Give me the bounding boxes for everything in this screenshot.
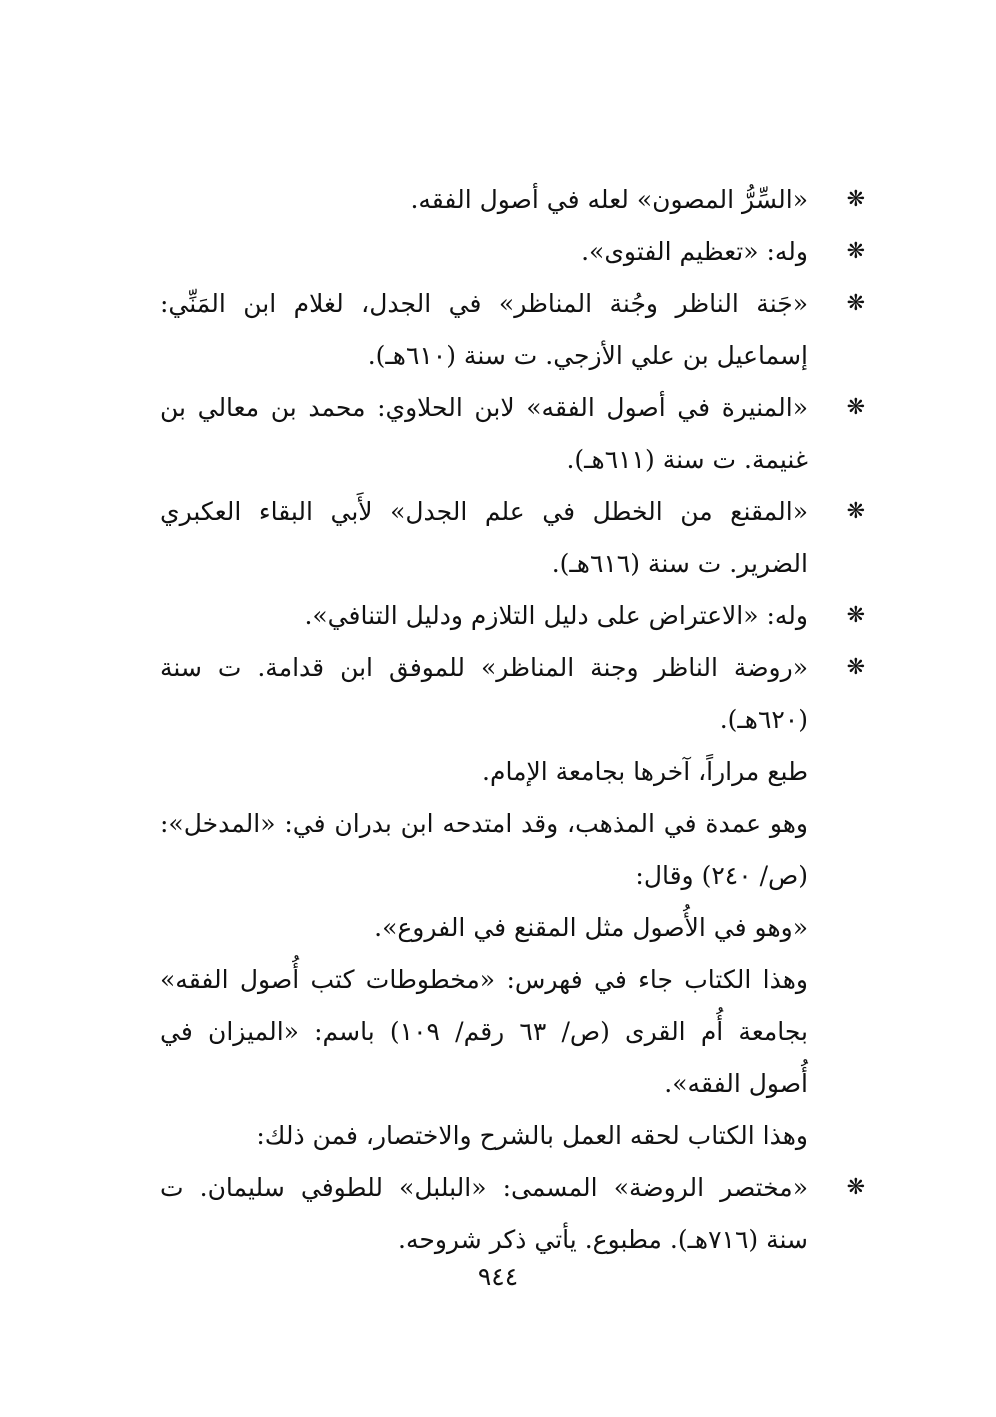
asterisk-bullet-icon: ❋ bbox=[846, 395, 865, 420]
item-text: وله: «الاعتراض على دليل التلازم ودليل التنافي». bbox=[304, 601, 808, 630]
item-text: «جَنة الناظر وجُنة المناظر» في الجدل، لغلام ابن المَنِّي: إسماعيل بن علي الأزجي. ت سنة (٦١٠هـ). bbox=[160, 289, 808, 370]
list-item bbox=[160, 278, 865, 382]
list-item bbox=[160, 486, 865, 590]
item-text: «روضة الناظر وجنة المناظر» للموفق ابن قدامة. ت سنة (٦٢٠هـ). bbox=[160, 653, 808, 734]
paragraph: وهو عمدة في المذهب، وقد امتدحه ابن بدران في: «المدخل»: (ص/ ٢٤٠) وقال: bbox=[160, 809, 808, 890]
list-item bbox=[160, 174, 865, 226]
list-item bbox=[160, 382, 865, 486]
asterisk-bullet-icon: ❋ bbox=[846, 239, 865, 264]
asterisk-bullet-icon: ❋ bbox=[846, 1175, 865, 1200]
item-text: «مختصر الروضة» المسمى: «البلبل» للطوفي سليمان. ت سنة (٧١٦هـ). مطبوع. يأتي ذكر شروحه. bbox=[160, 1173, 808, 1254]
item-text: «المنيرة في أصول الفقه» لابن الحلاوي: محمد بن معالي بن غنيمة. ت سنة (٦١١هـ). bbox=[160, 393, 808, 474]
quote-paragraph: «وهو في الأُصول مثل المقنع في الفروع». bbox=[374, 913, 808, 942]
item-text: «المقنع من الخطل في علم الجدل» لأَبي البقاء العكبري الضرير. ت سنة (٦١٦هـ). bbox=[160, 497, 808, 578]
page-number: ٩٤٤ bbox=[477, 1262, 519, 1291]
list-item bbox=[160, 642, 865, 746]
paragraph: وهذا الكتاب جاء في فهرس: «مخطوطات كتب أُصول الفقه» بجامعة أُم القرى (ص/ ٦٣ رقم/ ١٠٩) باسم: «الميزان في أُصول الفقه». bbox=[160, 965, 808, 1098]
asterisk-bullet-icon: ❋ bbox=[846, 291, 865, 316]
paragraph: وهذا الكتاب لحقه العمل بالشرح والاختصار، فمن ذلك: bbox=[256, 1121, 808, 1150]
asterisk-bullet-icon: ❋ bbox=[846, 655, 865, 680]
page-body bbox=[160, 174, 865, 1266]
asterisk-bullet-icon: ❋ bbox=[846, 603, 865, 628]
asterisk-bullet-icon: ❋ bbox=[846, 499, 865, 524]
list-item bbox=[160, 226, 865, 278]
paragraph: طبع مراراً، آخرها بجامعة الإمام. bbox=[482, 757, 808, 786]
list-item bbox=[160, 1162, 865, 1266]
list-item bbox=[160, 590, 865, 642]
item-text: «السِّرُّ المصون» لعله في أصول الفقه. bbox=[410, 185, 808, 214]
item-text: وله: «تعظيم الفتوى». bbox=[581, 237, 808, 266]
asterisk-bullet-icon: ❋ bbox=[846, 187, 865, 212]
